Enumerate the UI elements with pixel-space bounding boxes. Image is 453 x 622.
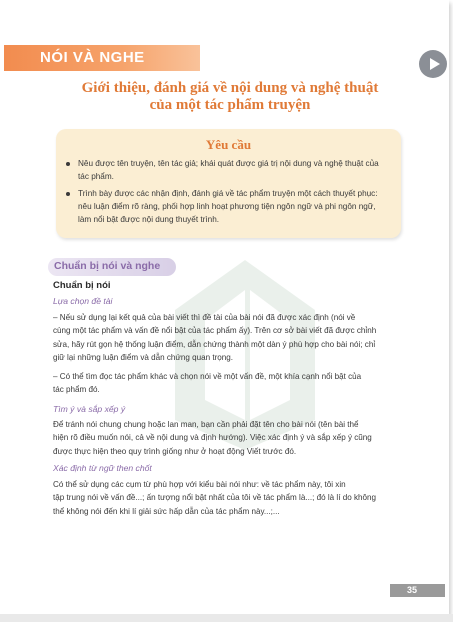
text-line: Để tránh nói chung chung hoặc lan man, bạn cần phải đặt tên cho bài nói (tên bài thể xyxy=(53,420,359,429)
requirement-item xyxy=(78,187,388,226)
paragraph-topic-2 xyxy=(53,370,411,397)
requirements-heading: Yêu cầu xyxy=(205,137,252,152)
page-number: 35 xyxy=(406,585,417,595)
find-ideas-label: Tìm ý và sắp xếp ý xyxy=(53,404,126,414)
text-line: – Nếu sử dụng lại kết quả của bài viết thì đề tài của bài nói đã được xác định (nói về xyxy=(53,313,356,322)
requirement-line: Trình bày được các nhận định, đánh giá về tác phẩm truyện một cách thuyết phục: xyxy=(78,189,378,198)
text-line: Có thể sử dụng các cụm từ phù hợp với kiểu bài nói như: về tác phẩm này, tôi xin xyxy=(53,480,346,489)
text-line: tác phẩm đó. xyxy=(53,385,100,395)
text-line: – Có thể tìm đọc tác phẩm khác và chọn nói về một vấn đề, một khía cạnh nổi bật của xyxy=(53,372,362,381)
paragraph-key-words xyxy=(53,478,411,518)
requirement-item xyxy=(78,157,388,183)
bullet-icon xyxy=(66,192,70,196)
text-line: sửa, hãy rút gọn hệ thống luận điểm, dẫn chứng thành một dàn ý phù hợp cho bài nói; chỉ xyxy=(53,339,376,349)
bullet-icon xyxy=(66,162,70,166)
text-line: hiện rõ điều muốn nói, cả về nội dung và định hướng). Việc xác định ý và sắp xếp ý cũng xyxy=(53,433,372,443)
text-line: cùng một tác phẩm và vấn đề nổi bật của tác phẩm ấy). Trên cơ sở bài viết đã được chỉnh xyxy=(53,326,377,336)
key-words-label: Xác định từ ngữ then chốt xyxy=(53,463,152,473)
paragraph-topic-1 xyxy=(53,311,411,364)
requirement-line: Nêu được tên truyện, tên tác giả; khái quát được giá trị nội dung và nghệ thuật của xyxy=(78,159,379,168)
play-circle-icon[interactable] xyxy=(419,50,447,78)
page-bottom-edge xyxy=(0,614,453,622)
page-number-tab xyxy=(390,584,445,597)
lesson-title-line-2: của một tác phẩm truyện xyxy=(149,97,311,113)
text-line: thể không nói đến khi lí giải sức hấp dẫn của tác phẩm này...;... xyxy=(53,506,280,516)
prep-heading: Chuẩn bị nói và nghe xyxy=(54,260,161,272)
topic-label: Lựa chọn đề tài xyxy=(53,296,113,306)
requirement-line: nêu luận điểm rõ ràng, phối hợp linh hoạt phương tiện ngôn ngữ và phi ngôn ngữ, xyxy=(78,202,376,211)
requirement-line: tác phẩm. xyxy=(78,172,114,181)
section-banner xyxy=(4,45,200,71)
section-title: NÓI VÀ NGHE xyxy=(40,49,145,66)
lesson-title-line-1: Giới thiệu, đánh giá về nội dung và nghệ thuật xyxy=(81,80,379,96)
text-line: giữ lại những luận điểm và dẫn chứng quan trọng. xyxy=(53,352,234,362)
prep-heading-pill xyxy=(48,258,176,276)
paragraph-find-ideas xyxy=(53,418,411,458)
requirements-box xyxy=(56,129,401,238)
text-line: được thực hiện theo quy trình giống như ở hoạt động Viết trước đó. xyxy=(53,446,297,456)
text-line: tập trung nói về vấn đề...; ấn tượng nổi bật nhất của tôi về tác phẩm là...; đó là lí do không xyxy=(53,493,376,503)
prep-subheading: Chuẩn bị nói xyxy=(53,280,111,291)
requirement-line: làm nổi bật được nội dung thuyết trình. xyxy=(78,215,220,224)
